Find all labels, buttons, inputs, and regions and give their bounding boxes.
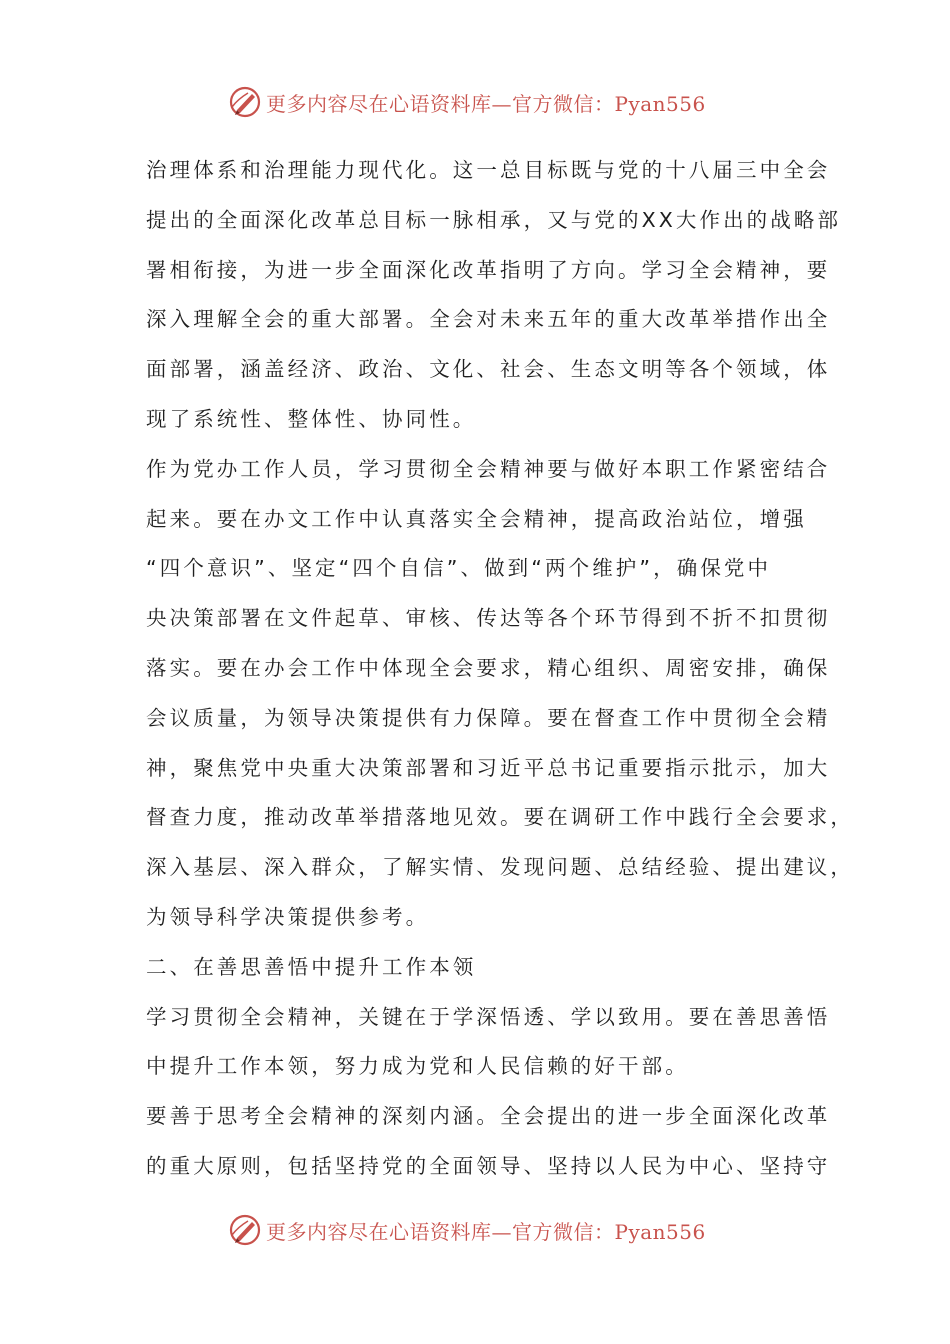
text-line: 起来。要在办文工作中认真落实全会精神，提高政治站位，增强 bbox=[146, 506, 807, 531]
text-line: 学习贯彻全会精神，关键在于学深悟透、学以致用。要在善思善悟 bbox=[146, 1004, 831, 1029]
footer-banner bbox=[0, 1210, 950, 1250]
text-line: 为领导科学决策提供参考。 bbox=[146, 904, 430, 929]
footer-banner-text: 更多内容尽在心语资料库—官方微信：Pyan556 bbox=[266, 1219, 706, 1244]
header-banner-text: 更多内容尽在心语资料库—官方微信：Pyan556 bbox=[266, 91, 706, 116]
text-line: 要善于思考全会精神的深刻内涵。全会提出的进一步全面深化改革 bbox=[146, 1104, 831, 1129]
text-line: 深入理解全会的重大部署。全会对未来五年的重大改革举措作出全 bbox=[146, 307, 831, 332]
text-line: 深入基层、深入群众，了解实情、发现问题、总结经验、提出建议， bbox=[146, 855, 854, 880]
text-line: 治理体系和治理能力现代化。这一总目标既与党的十八届三中全会 bbox=[146, 158, 831, 182]
text-line: 会议质量，为领导决策提供有力保障。要在督查工作中贯彻全会精 bbox=[146, 705, 831, 730]
text-line: 提出的全面深化改革总目标一脉相承，又与党的XX大作出的战略部 bbox=[146, 207, 842, 232]
pen-logo-icon bbox=[228, 1213, 262, 1247]
section-heading: 二、在善思善悟中提升工作本领 bbox=[146, 954, 477, 979]
text-line: “四个意识”、坚定“四个自信”、做到“两个维护”，确保党中 bbox=[146, 556, 772, 581]
text-line: 中提升工作本领，努力成为党和人民信赖的好干部。 bbox=[146, 1054, 689, 1079]
text-line: 作为党办工作人员，学习贯彻全会精神要与做好本职工作紧密结合 bbox=[146, 456, 831, 481]
document-body bbox=[146, 146, 854, 1192]
text-line: 的重大原则，包括坚持党的全面领导、坚持以人民为中心、坚持守 bbox=[146, 1153, 831, 1178]
text-line: 落实。要在办会工作中体现全会要求，精心组织、周密安排，确保 bbox=[146, 655, 831, 680]
text-line: 面部署，涵盖经济、政治、文化、社会、生态文明等各个领域，体 bbox=[146, 357, 831, 382]
pen-logo-icon bbox=[228, 85, 262, 119]
header-banner bbox=[0, 82, 950, 122]
text-line: 现了系统性、整体性、协同性。 bbox=[146, 406, 477, 431]
text-line: 神，聚焦党中央重大决策部署和习近平总书记重要指示批示，加大 bbox=[146, 755, 831, 780]
text-line: 督查力度，推动改革举措落地见效。要在调研工作中践行全会要求， bbox=[146, 805, 854, 830]
text-line: 署相衔接，为进一步全面深化改革指明了方向。学习全会精神，要 bbox=[146, 257, 831, 282]
text-line: 央决策部署在文件起草、审核、传达等各个环节得到不折不扣贯彻 bbox=[146, 606, 831, 631]
